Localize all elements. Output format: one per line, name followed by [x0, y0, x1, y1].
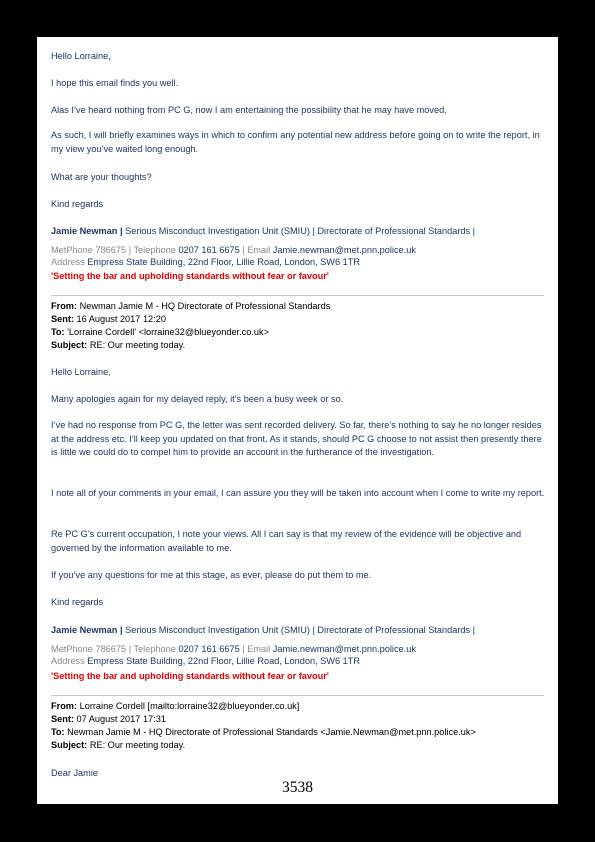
metphone-label: MetPhone	[51, 245, 93, 255]
subject-label: Subject:	[51, 740, 88, 750]
email3-greeting: Dear Jamie	[51, 768, 98, 778]
signature-contact-line	[51, 244, 416, 256]
signature-separator: |	[119, 226, 123, 236]
from-value: Lorraine Cordell [mailto:lorraine32@blueyonder.co.uk]	[79, 701, 300, 711]
header-to	[51, 326, 269, 338]
subject-label: Subject:	[51, 340, 88, 350]
email2-closing: Kind regards	[51, 597, 104, 607]
email-link[interactable]: Jamie.newman@met.pnn.police.uk	[272, 644, 416, 654]
signature-address-line	[51, 256, 360, 268]
email2-paragraph: I’ve had no response from PC G, the letter was sent recorded delivery. So far, there’s nothing to say he no longer resides at the address etc. I’ll keep you updated on that front. As it stands, should PC G choose to not assist then presently there is little we could do to compel him to provide an account in the furtherance of the investigation.	[51, 420, 542, 458]
header-from	[51, 700, 299, 712]
address-label: Address	[51, 257, 85, 267]
email2-greeting: Hello Lorraine,	[51, 367, 111, 377]
email2-paragraph: Many apologies again for my delayed reply, it’s been a busy week or so.	[51, 394, 344, 404]
email-label: | Email	[242, 644, 271, 654]
telephone-value: 0207 161 6675	[178, 644, 240, 654]
divider	[51, 695, 544, 696]
header-from	[51, 300, 330, 312]
signature-name-line	[51, 225, 475, 237]
email1-closing: Kind regards	[51, 199, 104, 209]
signature-contact-line	[51, 643, 416, 655]
header-to	[51, 726, 476, 738]
email1-greeting: Hello Lorraine,	[51, 51, 111, 61]
telephone-label: | Telephone	[128, 245, 176, 255]
to-value: 'Lorraine Cordell' <lorraine32@blueyonder.co.uk>	[67, 327, 269, 337]
address-label: Address	[51, 656, 85, 666]
email1-paragraph: I hope this email finds you well.	[51, 78, 179, 88]
subject-value: RE: Our meeting today.	[89, 340, 186, 350]
signature-unit: Serious Misconduct Investigation Unit (SMIU) | Directorate of Professional Standards |	[125, 226, 476, 236]
sent-value: 16 August 2017 12:20	[76, 314, 166, 324]
subject-value: RE: Our meeting today.	[89, 740, 186, 750]
signature-unit: Serious Misconduct Investigation Unit (SMIU) | Directorate of Professional Standards |	[125, 625, 476, 635]
email1-paragraph: As such, I will briefly examines ways in which to confirm any potential new address before going on to write the report, in my view you’ve waited long enough.	[51, 130, 540, 154]
address-value: Empress State Building, 22nd Floor, Lillie Road, London, SW6 1TR	[87, 656, 360, 666]
header-subject	[51, 739, 185, 751]
signature-motto: 'Setting the bar and upholding standards without fear or favour'	[51, 271, 329, 281]
from-label: From:	[51, 301, 78, 311]
page-number: 3538	[282, 779, 313, 796]
header-subject	[51, 339, 185, 351]
to-label: To:	[51, 727, 65, 737]
signature-motto: 'Setting the bar and upholding standards without fear or favour'	[51, 671, 329, 681]
sent-label: Sent:	[51, 714, 74, 724]
divider	[51, 295, 544, 296]
signature-name: Jamie Newman	[51, 625, 118, 635]
telephone-value: 0207 161 6675	[178, 245, 240, 255]
signature-separator: |	[119, 625, 123, 635]
email-label: | Email	[242, 245, 271, 255]
sent-value: 07 August 2017 17:31	[76, 714, 166, 724]
sent-label: Sent:	[51, 314, 74, 324]
metphone-label: MetPhone	[51, 644, 93, 654]
metphone-value: 786675	[95, 644, 127, 654]
address-value: Empress State Building, 22nd Floor, Lillie Road, London, SW6 1TR	[87, 257, 360, 267]
email1-paragraph: What are your thoughts?	[51, 172, 152, 182]
document-page	[37, 37, 558, 804]
from-label: From:	[51, 701, 78, 711]
signature-name: Jamie Newman	[51, 226, 118, 236]
signature-name-line	[51, 624, 475, 636]
from-value: Newman Jamie M - HQ Directorate of Professional Standards	[79, 301, 331, 311]
signature-address-line	[51, 655, 360, 667]
telephone-label: | Telephone	[128, 644, 176, 654]
metphone-value: 786675	[95, 245, 127, 255]
email2-paragraph: I note all of your comments in your email, I can assure you they will be taken into account when I come to write my report.	[51, 488, 545, 498]
to-value: Newman Jamie M - HQ Directorate of Professional Standards <Jamie.Newman@met.pnn.police.uk>	[67, 727, 476, 737]
email1-paragraph: Alas I’ve heard nothing from PC G, now I am entertaining the possibility that he may have moved.	[51, 105, 447, 115]
header-sent	[51, 313, 166, 325]
to-label: To:	[51, 327, 65, 337]
email-link[interactable]: Jamie.newman@met.pnn.police.uk	[272, 245, 416, 255]
header-sent	[51, 713, 166, 725]
email2-paragraph: Re PC G’s current occupation, I note your views. All I can say is that my review of the evidence will be objective and governed by the information available to me.	[51, 529, 522, 553]
email2-paragraph: If you’ve any questions for me at this stage, as ever, please do put them to me.	[51, 570, 372, 580]
